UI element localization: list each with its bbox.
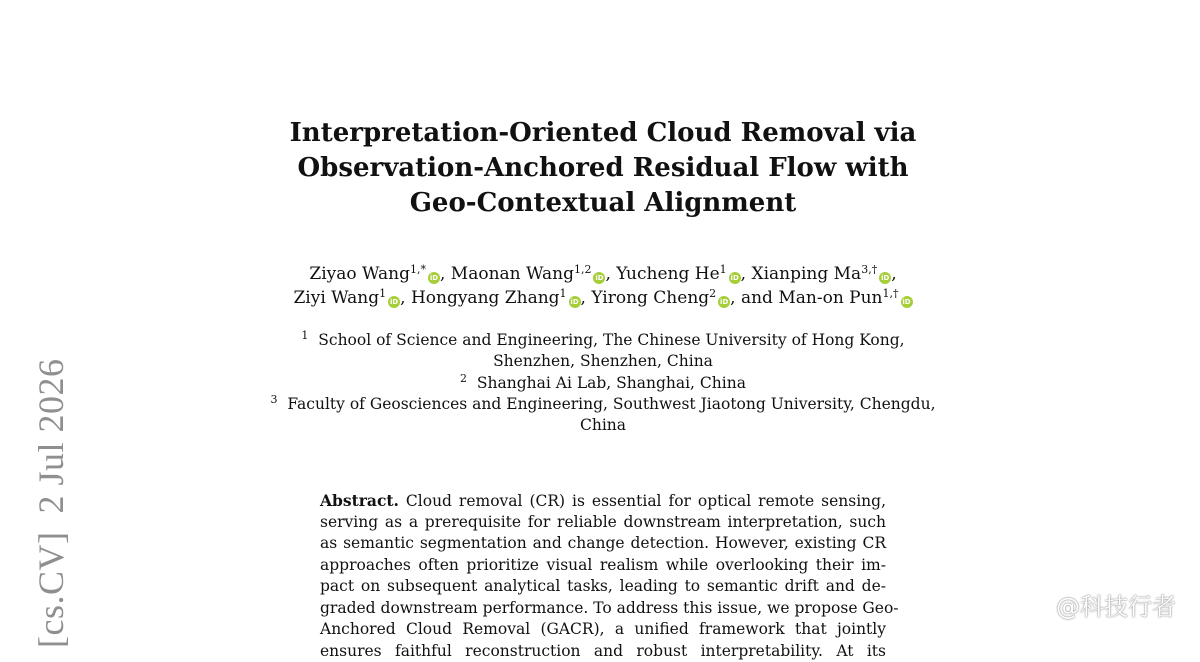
author-name: Ziyi Wang — [293, 288, 379, 308]
paper-title — [250, 116, 956, 221]
affiliation-list — [250, 330, 956, 436]
title-line: Observation-Anchored Residual Flow with — [250, 151, 956, 186]
abstract-line: Anchored Cloud Removal (GACR), a unified framework that jointly — [320, 619, 886, 641]
orcid-icon[interactable]: iD — [428, 272, 440, 284]
abstract-text: Cloud removal (CR) is essential for optical remote sensing, — [406, 492, 886, 510]
author-conjunction: and — [741, 288, 773, 308]
orcid-icon[interactable]: iD — [718, 296, 730, 308]
author-name: Xianping Ma — [751, 264, 861, 284]
affiliation-line — [250, 373, 956, 394]
affiliation-text: Faculty of Geosciences and Engineering, Southwest Jiaotong University, Chengdu, — [287, 395, 935, 413]
author-affiliation-mark: 3,† — [861, 263, 877, 276]
abstract — [320, 490, 886, 662]
affiliation-text: Shenzhen, Shenzhen, China — [250, 351, 956, 372]
author-name: Hongyang Zhang — [411, 288, 560, 308]
abstract-line: graded downstream performance. To address this issue, we propose Geo- — [320, 598, 886, 620]
affiliation-text: Shanghai Ai Lab, Shanghai, China — [477, 374, 746, 392]
affiliation — [250, 394, 956, 437]
abstract-heading: Abstract. — [320, 491, 399, 510]
affiliation-text: School of Science and Engineering, The Chinese University of Hong Kong, — [318, 331, 904, 349]
author-affiliation-mark: 1,* — [410, 263, 426, 276]
affiliation — [250, 373, 956, 394]
affiliation-line — [250, 394, 956, 415]
abstract-line: approaches often prioritize visual realism while overlooking their im- — [320, 555, 886, 577]
author-affiliation-mark: 1 — [720, 263, 727, 276]
orcid-icon[interactable]: iD — [729, 272, 741, 284]
abstract-line: ensures faithful reconstruction and robust interpretability. At its — [320, 641, 886, 662]
orcid-icon[interactable]: iD — [569, 296, 581, 308]
author-name: Yucheng He — [616, 264, 719, 284]
affiliation — [250, 330, 956, 373]
author-list — [240, 262, 966, 310]
author-affiliation-mark: 1,2 — [574, 263, 592, 276]
orcid-icon[interactable]: iD — [901, 296, 913, 308]
affiliation-line — [250, 330, 956, 351]
author-affiliation-mark: 1 — [560, 287, 567, 300]
affiliation-text: China — [250, 415, 956, 436]
abstract-line: as semantic segmentation and change detection. However, existing CR — [320, 533, 886, 555]
author-line: Ziyi Wang$^1$iD , Hongyang Zhang$^1$iD , Yirong Cheng$^2$iD , and Man-on Pun$^{1,\dagger}$iD — [240, 286, 966, 310]
author-name: Maonan Wang — [451, 264, 574, 284]
orcid-icon[interactable]: iD — [879, 272, 891, 284]
affiliation-number: 1 — [301, 329, 308, 342]
abstract-line — [320, 490, 886, 512]
author-name: Man-on Pun — [778, 288, 882, 308]
author-affiliation-mark: 1 — [379, 287, 386, 300]
arxiv-date: 2 Jul 2026 — [31, 359, 71, 514]
arxiv-side-stamp — [30, 359, 72, 649]
author-affiliation-mark: 2 — [709, 287, 716, 300]
author-affiliation-mark: 1,† — [883, 287, 899, 300]
author-name: Yirong Cheng — [591, 288, 709, 308]
watermark — [1056, 587, 1176, 622]
affiliation-number: 2 — [460, 372, 467, 385]
title-line: Geo-Contextual Alignment — [250, 186, 956, 221]
author-name: Ziyao Wang — [309, 264, 410, 284]
abstract-line: pact on subsequent analytical tasks, leading to semantic drift and de- — [320, 576, 886, 598]
watermark-text: @科技行者 — [1056, 593, 1176, 621]
title-line: Interpretation-Oriented Cloud Removal via — [250, 116, 956, 151]
orcid-icon[interactable]: iD — [593, 272, 605, 284]
orcid-icon[interactable]: iD — [388, 296, 400, 308]
affiliation-number: 3 — [270, 393, 277, 406]
author-line: Ziyao Wang$^{1,*}$iD , Maonan Wang$^{1,2}$iD , Yucheng He$^1$iD , Xianping $Ma^{3,\dagger}iD$ , — [240, 262, 966, 286]
abstract-line: serving as a prerequisite for reliable downstream interpretation, such — [320, 512, 886, 534]
arxiv-category: [cs.CV] — [31, 532, 71, 648]
